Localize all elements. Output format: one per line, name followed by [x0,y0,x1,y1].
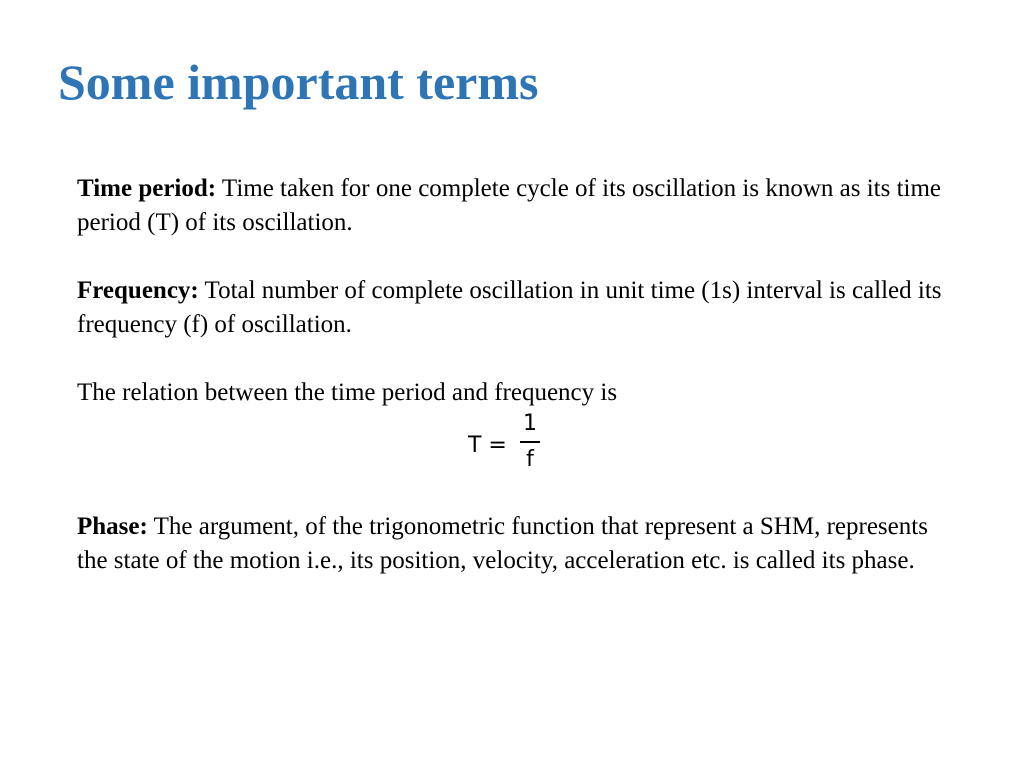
paragraph-spacer [77,342,957,376]
phase-term: Phase: [77,513,148,540]
time-period-definition [77,172,957,240]
phase-definition [77,510,957,578]
frequency-term: Frequency: [77,277,199,304]
frequency-definition [77,274,957,342]
relation-statement: The relation between the time period and frequency is [77,379,618,406]
time-period-text: Time taken for one complete cycle of its oscillation is known as its time period (T) of its oscillation. [77,175,942,236]
formula-denominator: f [526,447,534,472]
phase-text: The argument, of the trigonometric function that represent a SHM, represents the state of the motion i.e., its position, velocity, acceleration etc. is called its phase. [77,513,928,574]
formula-lhs: T = [468,433,507,458]
time-period-term: Time period: [77,175,217,202]
formula-numerator: 1 [523,411,537,436]
slide-body [77,172,957,410]
paragraph-spacer [77,240,957,274]
fraction-bar [520,441,540,443]
formula-fraction [520,411,540,473]
slide-title: Some important terms [58,54,539,110]
phase-section [77,510,957,578]
frequency-text: Total number of complete oscillation in unit time (1s) interval is called its frequency (f) of oscillation. [77,277,942,338]
